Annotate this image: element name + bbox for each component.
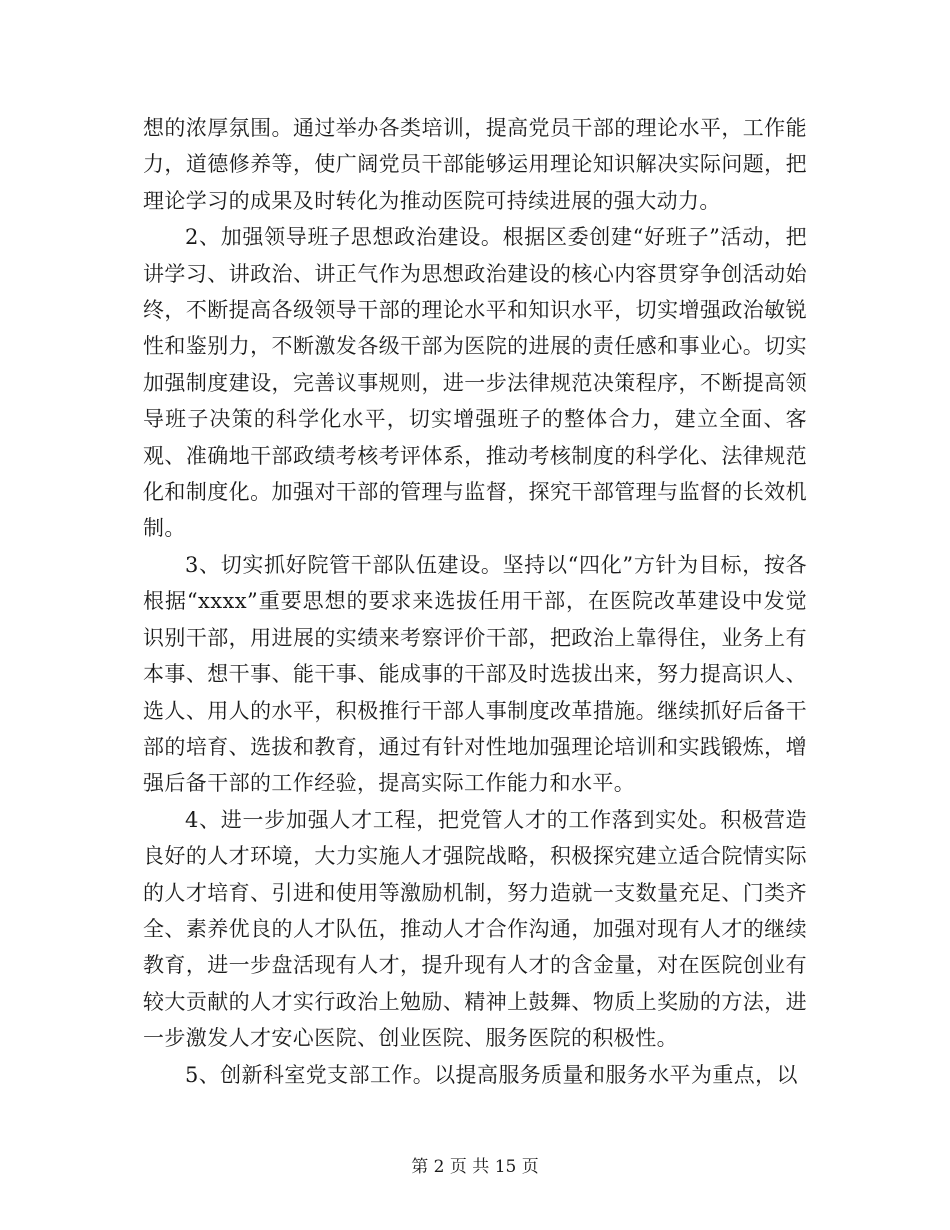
- paragraph-continuation: 想的浓厚氛围。通过举办各类培训，提高党员干部的理论水平，工作能力，道德修养等，使广阔党员干部能够运用理论知识解决实际问题，把理论学习的成果及时转化为推动医院可持续进展的强大动力。: [143, 116, 807, 213]
- body-text: [143, 110, 807, 1093]
- paragraph-5: 5、创新科室党支部工作。以提高服务质量和服务水平为重点，以: [185, 1062, 798, 1087]
- paragraph-3: 3、切实抓好院管干部队伍建设。坚持以“四化”方针为目标，按各根据“xxxx”重要思想的要求来选拔任用干部，在医院改革建设中发觉识别干部，用进展的实绩来考察评价干部，把政治上靠得住，业务上有本事、想干事、能干事、能成事的干部及时选拔出来，努力提高识人、选人、用人的水平，积极推行干部人事制度改革措施。继续抓好后备干部的培育、选拔和教育，通过有针对性地加强理论培训和实践锻炼，增强后备干部的工作经验，提高实际工作能力和水平。: [143, 552, 807, 796]
- page-footer: 第 2 页 共 15 页: [411, 1157, 539, 1177]
- paragraph-4: 4、进一步加强人才工程，把党管人才的工作落到实处。积极营造良好的人才环境，大力实施人才强院战略，积极探究建立适合院情实际的人才培育、引进和使用等激励机制，努力造就一支数量充足、门类齐全、素养优良的人才队伍，推动人才合作沟通，加强对现有人才的继续教育，进一步盘活现有人才，提升现有人才的含金量，对在医院创业有较大贡献的人才实行政治上勉励、精神上鼓舞、物质上奖励的方法，进一步激发人才安心医院、创业医院、服务医院的积极性。: [143, 807, 807, 1051]
- paragraph-2: 2、加强领导班子思想政治建设。根据区委创建“好班子”活动，把讲学习、讲政治、讲正气作为思想政治建设的核心内容贯穿争创活动始终，不断提高各级领导干部的理论水平和知识水平，切实增强政治敏锐性和鉴别力，不断激发各级干部为医院的进展的责任感和事业心。切实加强制度建设，完善议事规则，进一步法律规范决策程序，不断提高领导班子决策的科学化水平，切实增强班子的整体合力，建立全面、客观、准确地干部政绩考核考评体系，推动考核制度的科学化、法律规范化和制度化。加强对干部的管理与监督，探究干部管理与监督的长效机制。: [143, 225, 807, 541]
